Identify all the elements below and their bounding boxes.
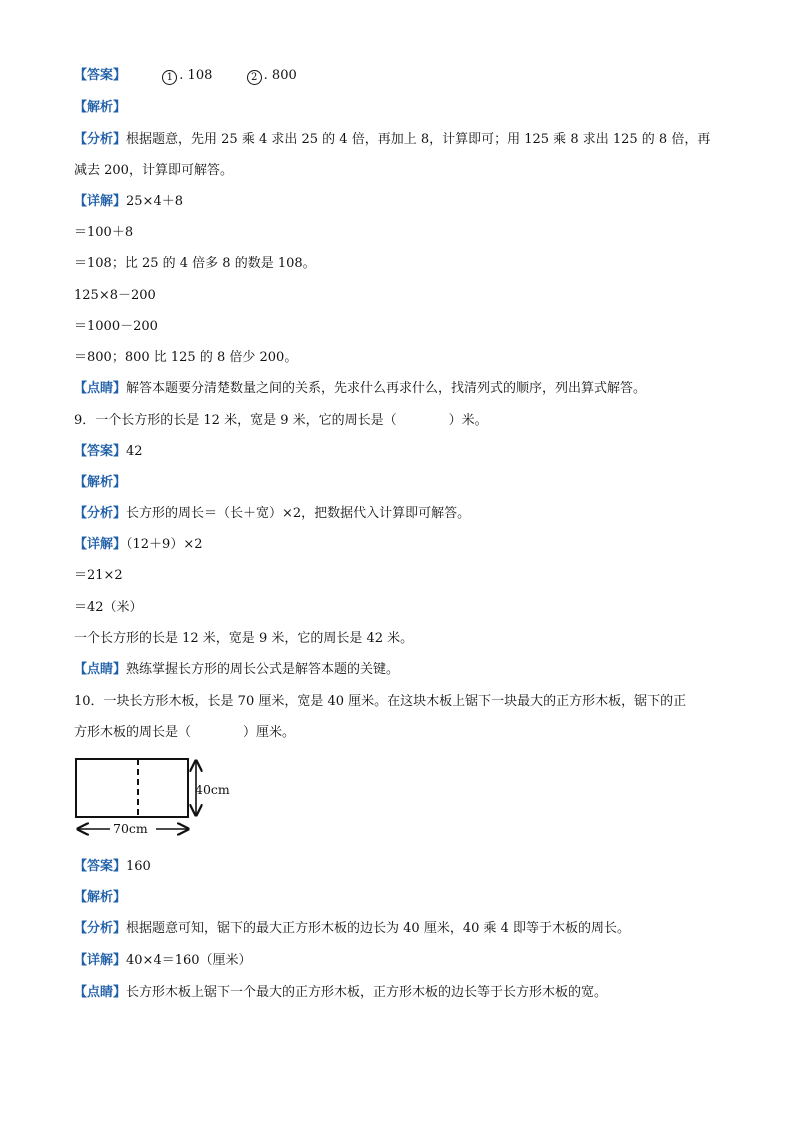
fenxi-text: 长方形的周长＝（长＋宽）×2，把数据代入计算即可解答。: [126, 506, 471, 521]
q8-fenxi-line2: 减去 200，计算即可解答。: [74, 163, 233, 178]
fenxi-text: 根据题意可知，锯下的最大正方形木板的边长为 40 厘米，40 乘 4 即等于木板的周长。: [126, 921, 631, 936]
fenxi-tag: 【分析】: [74, 921, 127, 936]
analysis-tag: 【解析】: [74, 100, 127, 115]
q9-answer-line: [74, 444, 720, 460]
q10-fenxi-line: [74, 921, 720, 937]
detail-tag: 【详解】: [74, 953, 127, 968]
circled-number-2: 2: [247, 70, 262, 85]
dianjing-text: 解答本题要分清楚数量之间的关系，先求什么再求什么，找清列式的顺序，列出算式解答。: [126, 381, 647, 396]
q9-detail-line2: ＝21×2: [74, 568, 123, 583]
dianjing-text: 熟练掌握长方形的周长公式是解答本题的关键。: [126, 662, 400, 677]
q8-fenxi-line1: [74, 132, 720, 148]
fenxi-text: 根据题意，先用 25 乘 4 求出 25 的 4 倍，再加上 8，计算即可；用 125 乘 8 求出 125 的 8 倍，再: [126, 132, 711, 147]
answer-tag: 【答案】: [74, 444, 127, 459]
q8-detail-line6: ＝800；800 比 125 的 8 倍少 200。: [74, 350, 298, 365]
circled-number-1: 1: [162, 70, 177, 85]
dianjing-tag: 【点睛】: [74, 381, 127, 396]
q9-dianjing-line: [74, 662, 720, 678]
answer-value: 42: [126, 444, 143, 459]
q9-analysis-heading: [74, 475, 720, 491]
width-label: 70cm: [113, 821, 148, 836]
q9-detail-line4: 一个长方形的长是 12 米，宽是 9 米，它的周长是 42 米。: [74, 631, 414, 646]
answer-value-1: . 108: [179, 68, 213, 83]
detail-text: 40×4＝160（厘米）: [126, 953, 252, 968]
dianjing-tag: 【点睛】: [74, 985, 127, 1000]
q10-question-line2: 方形木板的周长是（ ）厘米。: [74, 725, 296, 740]
q8-detail-line1: [74, 194, 720, 210]
q8-dianjing-line: [74, 381, 720, 397]
q8-detail-line4: 125×8－200: [74, 288, 156, 303]
q8-detail-line3: ＝108；比 25 的 4 倍多 8 的数是 108。: [74, 256, 316, 271]
q8-analysis-heading: [74, 100, 720, 116]
q9-question: 9．一个长方形的长是 12 米，宽是 9 米，它的周长是（ ）米。: [74, 413, 488, 428]
analysis-tag: 【解析】: [74, 475, 127, 490]
detail-tag: 【详解】: [74, 537, 127, 552]
answer-value: 160: [126, 859, 151, 874]
q8-detail-line2: ＝100＋8: [74, 225, 134, 240]
q10-question-line1: 10．一块长方形木板，长是 70 厘米，宽是 40 厘米。在这块木板上锯下一块最大的正方形木板，锯下的正: [74, 694, 687, 709]
q9-detail-line1: [74, 537, 720, 553]
detail-text: （12＋9）×2: [126, 537, 203, 552]
q8-detail-line5: ＝1000－200: [74, 319, 158, 334]
q9-fenxi-line: [74, 506, 720, 522]
q10-detail-line: [74, 953, 720, 969]
dianjing-text: 长方形木板上锯下一个最大的正方形木板，正方形木板的边长等于长方形木板的宽。: [126, 985, 608, 1000]
fenxi-tag: 【分析】: [74, 132, 127, 147]
q10-dianjing-line: [74, 985, 720, 1001]
q9-detail-line3: ＝42（米）: [74, 600, 143, 615]
analysis-tag: 【解析】: [74, 890, 127, 905]
q10-answer-line: [74, 859, 720, 875]
rectangle-board-figure: [70, 752, 240, 842]
answer-tag: 【答案】: [74, 859, 127, 874]
answer-tag: 【答案】: [74, 68, 127, 83]
detail-text: 25×4＋8: [126, 194, 183, 209]
height-label: 40cm: [195, 782, 230, 797]
answer-value-2: . 800: [263, 68, 297, 83]
dianjing-tag: 【点睛】: [74, 662, 127, 677]
board-rectangle: [76, 759, 188, 817]
fenxi-tag: 【分析】: [74, 506, 127, 521]
detail-tag: 【详解】: [74, 194, 127, 209]
q8-answer-line: [74, 68, 720, 85]
q10-analysis-heading: [74, 890, 720, 906]
